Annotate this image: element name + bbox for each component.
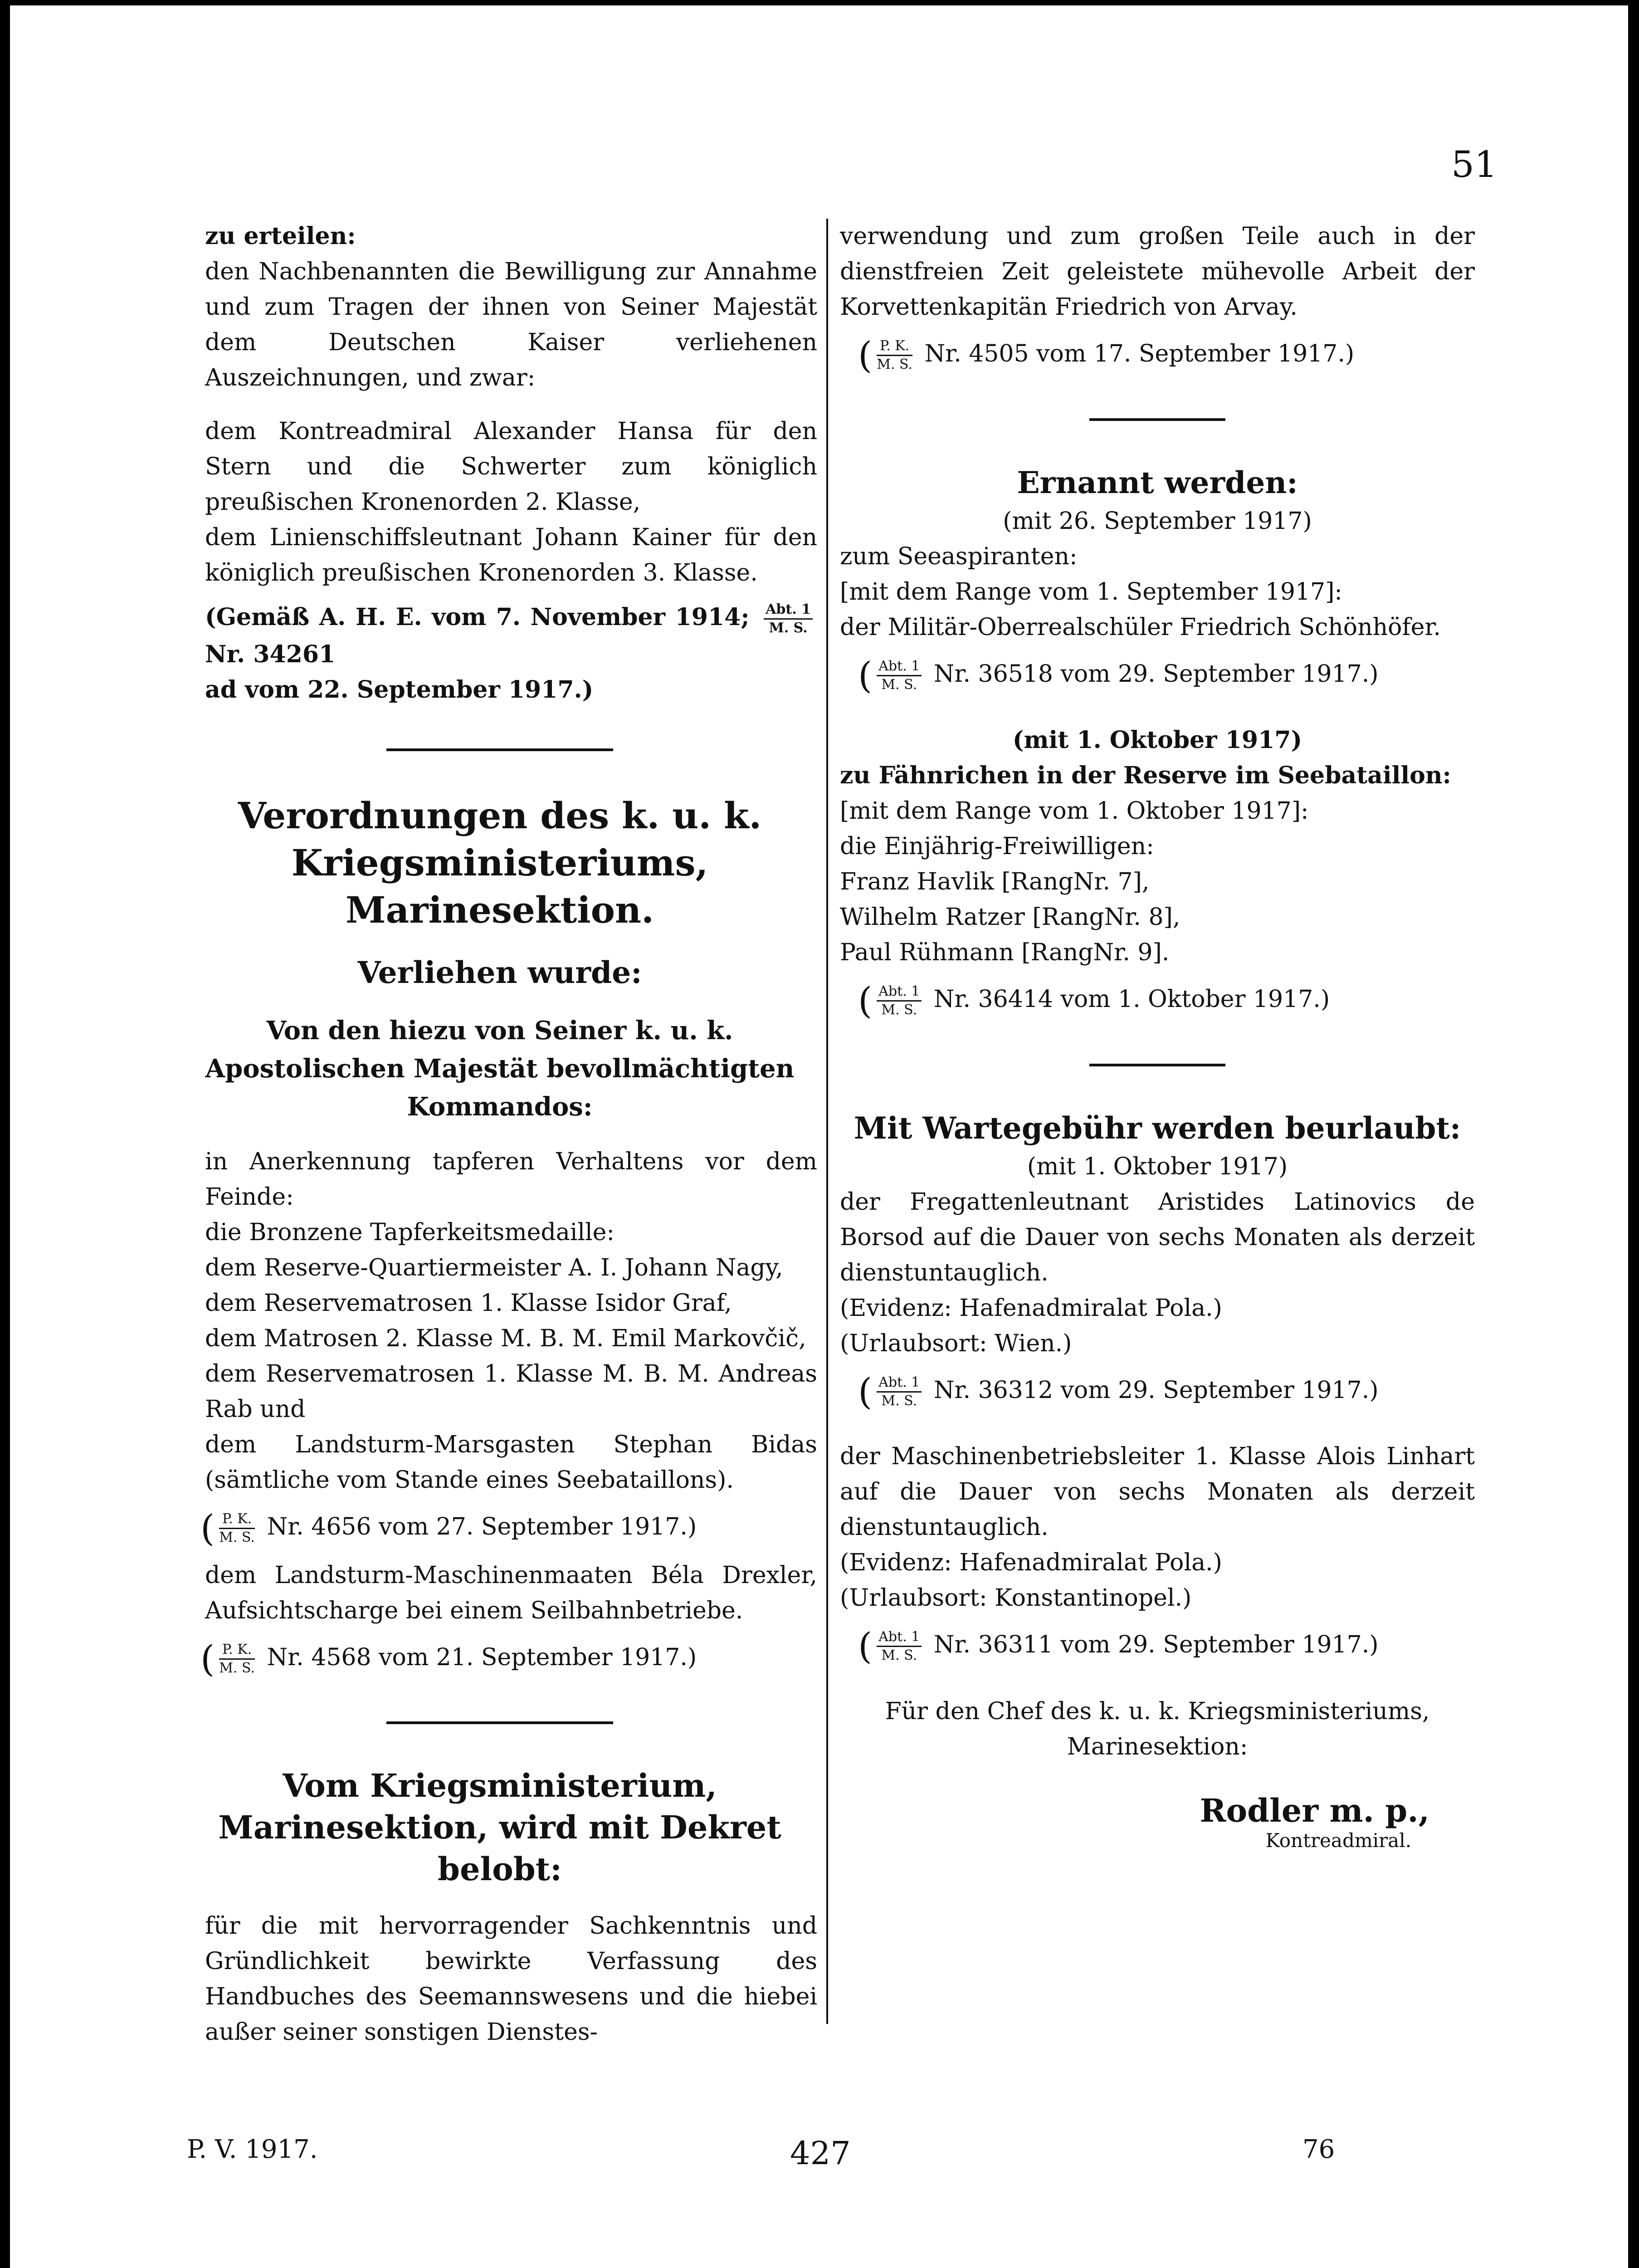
recipient-item: dem Reservematrosen 1. Klasse Isidor Graf, <box>205 1290 732 1317</box>
signature-title: Kontreadmiral. <box>1265 1829 1411 1852</box>
ensign-intro: die Einjährig-Freiwilligen: <box>840 833 1154 860</box>
citation-5-num: Abt. 1 <box>877 658 922 676</box>
recipient-item: dem Landsturm-Marsgasten Stephan Bidas (sämtliche vom Stande eines Seebataillons). <box>205 1431 817 1494</box>
aspirant-rank: [mit dem Range vom 1. September 1917]: <box>840 578 1342 606</box>
citation-5-den: M. S. <box>881 676 917 693</box>
praise-continued: verwendung und zum großen Teile auch in der dienstfreien Zeit geleistete mühevolle Arbeit der Korvettenkapitän Friedrich von Arvay. <box>840 223 1475 321</box>
intro-heading: zu erteilen: <box>205 222 356 250</box>
document-page <box>10 5 1628 2268</box>
recipient-item: dem Reserve-Quartiermeister A. I. Johann Nagy, <box>205 1254 783 1281</box>
leave-date: (mit 1. Oktober 1917) <box>1027 1153 1288 1180</box>
section-rule <box>1089 418 1225 421</box>
citation-3-num: P. K. <box>219 1641 255 1660</box>
citation-6: ( $\frac{\text{Abt. 1}}{M. S.}$ Nr. 36414 vom 1. Oktober 1917.) <box>858 979 1330 1022</box>
footer-right: 76 <box>1302 2135 1335 2164</box>
citation-1-suffix: Nr. 34261 <box>205 640 336 668</box>
praise-text: für die mit hervorragender Sachkenntnis und Gründlichkeit bewirkte Verfassung des Handbuches des Seemannswesens und die hiebei außer seiner sonstigen Dienstes- <box>205 1912 817 2046</box>
leave-1-evidence: (Evidenz: Hafenadmiralat Pola.) <box>840 1294 1222 1322</box>
drexler-entry: dem Landsturm-Maschinenmaaten Béla Drexler, Aufsichtscharge bei einem Seilbahnbetriebe. <box>205 1561 817 1624</box>
ensign-item: Wilhelm Ratzer [RangNr. 8], <box>840 904 1180 931</box>
award-kainer: dem Linienschiffsleutnant Johann Kainer für den königlich preußischen Kronenorden 3. Klasse. <box>205 524 817 587</box>
footer-left: P. V. 1917. <box>187 2135 318 2164</box>
citation-3-text: Nr. 4568 vom 21. September 1917.) <box>267 1643 697 1671</box>
citation-8-fraction <box>877 1628 922 1664</box>
leave-1-location: (Urlaubsort: Wien.) <box>840 1330 1072 1357</box>
citation-8-num: Abt. 1 <box>877 1628 922 1647</box>
appointed-date: (mit 26. September 1917) <box>1003 507 1312 535</box>
section-rule <box>386 1721 613 1724</box>
intro-text: den Nachbenannten die Bewilligung zur Annahme und zum Tragen der ihnen von Seiner Majestät dem Deutschen Kaiser verliehenen Auszeichnungen, und zwar: <box>205 258 817 391</box>
right-column <box>840 219 1475 1852</box>
citation-8-text: Nr. 36311 vom 29. September 1917.) <box>933 1631 1379 1658</box>
citation-2: ( $\frac{P. K.}{M. S.}$ Nr. 4656 vom 27. September 1917.) <box>200 1507 697 1549</box>
leave-2-location: (Urlaubsort: Konstantinopel.) <box>840 1584 1192 1612</box>
leave-entry-1: der Fregattenleutnant Aristides Latinovics de Borsod auf die Dauer von sechs Monaten als derzeit dienstuntauglich. <box>840 1188 1475 1286</box>
left-column <box>182 219 817 2050</box>
citation-7-num: Abt. 1 <box>877 1374 922 1393</box>
section-rule <box>386 748 613 751</box>
leave-entry-2: der Maschinenbetriebsleiter 1. Klasse Alois Linhart auf die Dauer von sechs Monaten als derzeit dienstuntauglich. <box>840 1443 1475 1541</box>
praise-title: Vom Kriegsministerium, Marinesektion, wird mit Dekret belobt: <box>218 1767 781 1888</box>
citation-1 <box>182 600 817 672</box>
citation-1-den: M. S. <box>769 620 808 636</box>
authority-line: Von den hiezu von Seiner k. u. k. Apostolischen Majestät bevollmächtigten Kommandos: <box>205 1016 795 1122</box>
citation-3-fraction <box>219 1641 255 1677</box>
citation-5-fraction <box>877 658 922 694</box>
citation-4-text: Nr. 4505 vom 17. September 1917.) <box>924 340 1355 367</box>
citation-7-den: M. S. <box>881 1393 917 1409</box>
award-hansa: dem Kontreadmiral Alexander Hansa für den Stern und die Schwerter zum königlich preußischen Kronenorden 2. Klasse, <box>205 418 817 516</box>
appointed-title: Ernannt werden: <box>1017 464 1298 500</box>
citation-4: ( $\frac{P. K.}{M. S.}$ Nr. 4505 vom 17. September 1917.) <box>858 334 1355 376</box>
citation-4-den: M. S. <box>877 357 913 372</box>
ensign-item: Paul Rühmann [RangNr. 9]. <box>840 939 1170 966</box>
citation-7: ( $\frac{\text{Abt. 1}}{M. S.}$ Nr. 36312 vom 29. September 1917.) <box>858 1370 1379 1413</box>
citation-7-fraction <box>877 1374 922 1410</box>
ensign-date: (mit 1. Oktober 1917) <box>1012 726 1302 754</box>
recipient-item: dem Reservematrosen 1. Klasse M. B. M. Andreas Rab und <box>205 1360 817 1423</box>
medal-line: die Bronzene Tapferkeitsmedaille: <box>205 1219 615 1246</box>
citation-7-text: Nr. 36312 vom 29. September 1917.) <box>933 1376 1379 1404</box>
subsection-title: Verliehen wurde: <box>357 955 642 990</box>
ensign-rank: [mit dem Range vom 1. Oktober 1917]: <box>840 797 1309 825</box>
citation-1-prefix: (Gemäß A. H. E. vom 7. November 1914; <box>205 603 750 631</box>
ensign-item: Franz Havlik [RangNr. 7], <box>840 868 1150 895</box>
citation-1-line2: ad vom 22. September 1917.) <box>205 676 594 704</box>
footer-center: 427 <box>790 2135 851 2172</box>
citation-6-num: Abt. 1 <box>877 983 922 1002</box>
citation-3: ( $\frac{P. K.}{M. S.}$ Nr. 4568 vom 21. September 1917.) <box>200 1637 697 1680</box>
citation-6-text: Nr. 36414 vom 1. Oktober 1917.) <box>933 986 1330 1013</box>
leave-title: Mit Wartegebühr werden beurlaubt: <box>854 1110 1461 1146</box>
citation-4-num: P. K. <box>877 337 912 356</box>
leave-2-evidence: (Evidenz: Hafenadmiralat Pola.) <box>840 1549 1222 1576</box>
section-title: Verordnungen des k. u. k. Kriegsministeriums, Marinesektion. <box>238 794 762 931</box>
citation-8: ( $\frac{\text{Abt. 1}}{M. S.}$ Nr. 36311 vom 29. September 1917.) <box>858 1625 1379 1667</box>
citation-6-fraction <box>877 983 922 1019</box>
section-rule <box>1089 1064 1225 1066</box>
citation-6-den: M. S. <box>881 1002 917 1018</box>
aspirant-line: zum Seeaspiranten: <box>840 543 1078 570</box>
citation-4-fraction <box>877 337 912 373</box>
citation-1-fraction <box>764 601 813 637</box>
column-divider <box>826 219 828 2024</box>
citation-2-fraction <box>219 1510 255 1546</box>
citation-5-text: Nr. 36518 vom 29. September 1917.) <box>933 660 1379 688</box>
aspirant-name: der Militär-Oberrealschüler Friedrich Schönhöfer. <box>840 613 1441 641</box>
citation-2-num: P. K. <box>219 1510 255 1529</box>
recognition-line: in Anerkennung tapferen Verhaltens vor dem Feinde: <box>205 1148 817 1211</box>
closing-line: Für den Chef des k. u. k. Kriegsministeriums, Marinesektion: <box>885 1697 1430 1760</box>
citation-5: ( $\frac{\text{Abt. 1}}{M. S.}$ Nr. 36518 vom 29. September 1917.) <box>858 654 1379 696</box>
citation-1-num: Abt. 1 <box>764 601 813 620</box>
citation-3-den: M. S. <box>219 1660 255 1676</box>
citation-2-text: Nr. 4656 vom 27. September 1917.) <box>267 1513 697 1540</box>
recipient-item: dem Matrosen 2. Klasse M. B. M. Emil Markovčič, <box>205 1325 806 1352</box>
page-number: 51 <box>1451 143 1498 186</box>
citation-8-den: M. S. <box>881 1647 917 1663</box>
ensign-title: zu Fähnrichen in der Reserve im Seebataillon: <box>840 762 1451 789</box>
signature: Rodler m. p., <box>1200 1791 1429 1829</box>
citation-2-den: M. S. <box>219 1530 255 1545</box>
